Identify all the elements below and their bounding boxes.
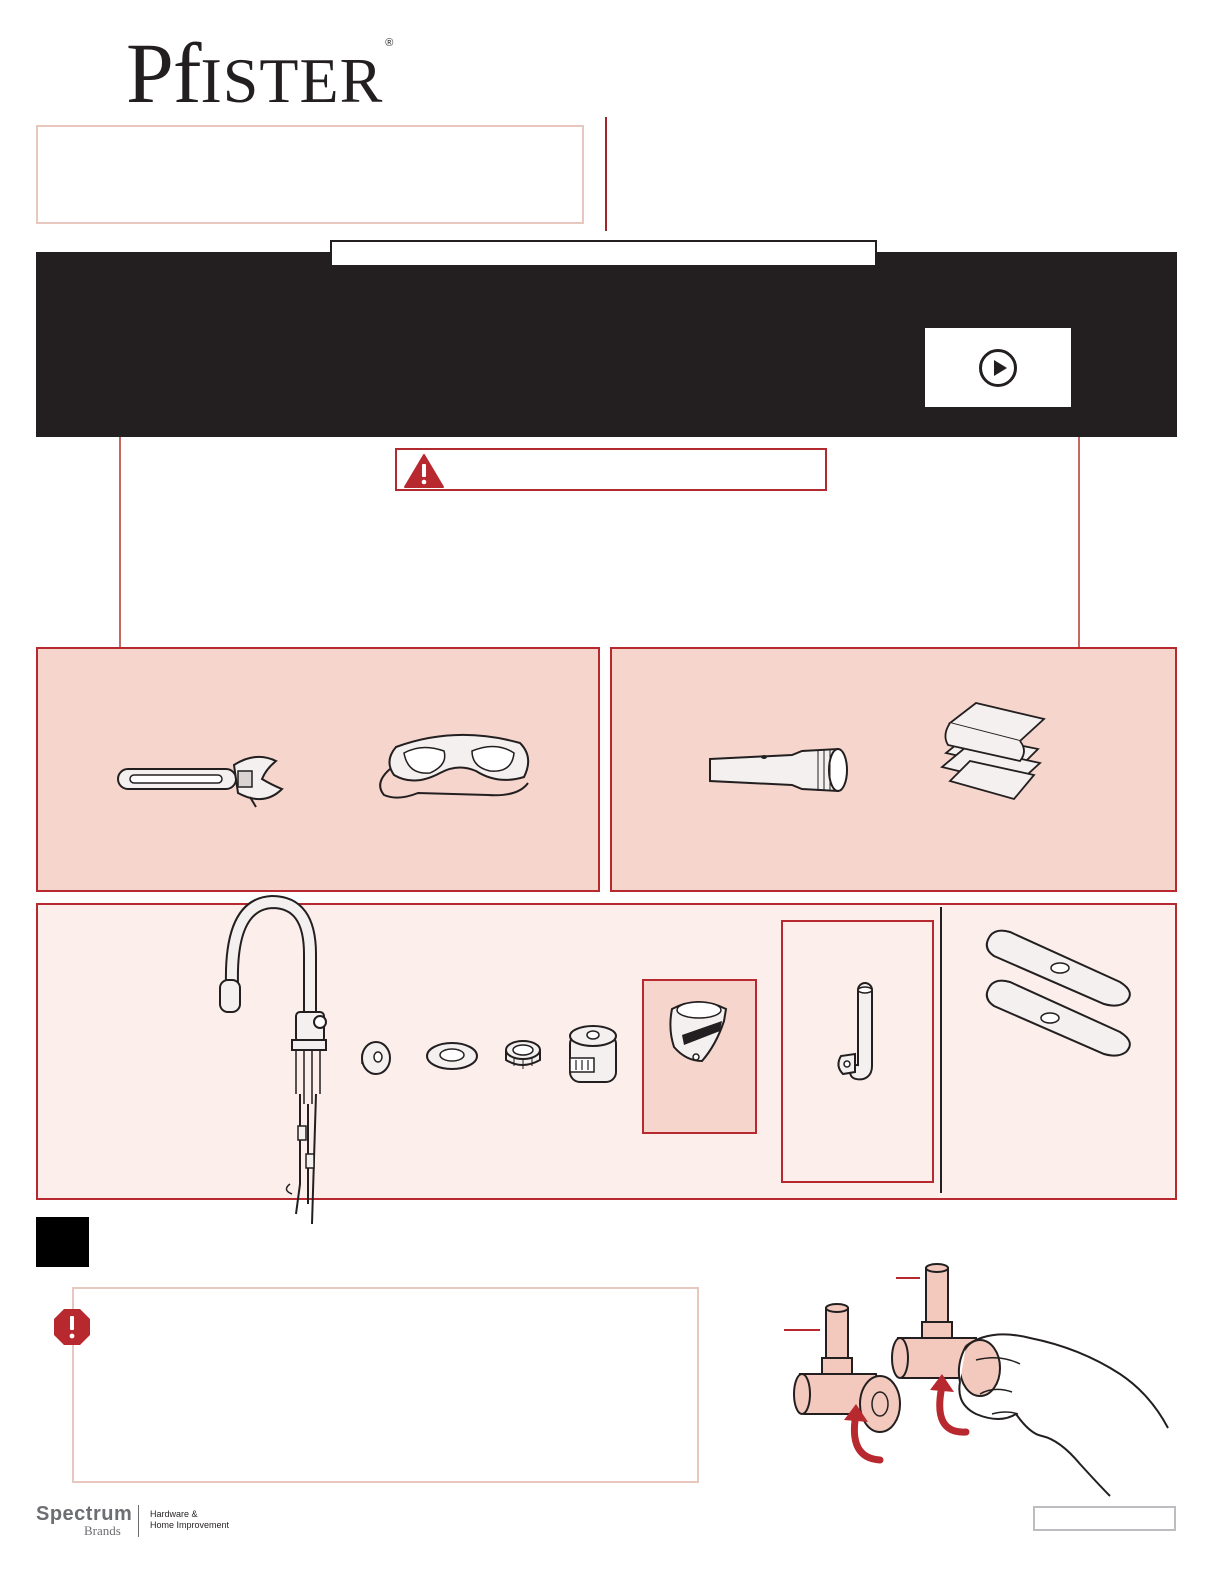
- spectrum-brands-logo: [36, 1503, 230, 1538]
- step-instruction-box: [72, 1287, 699, 1483]
- notice-octagon-icon: [52, 1307, 92, 1347]
- flashlight-icon: [706, 747, 852, 795]
- division-line-1: Hardware &: [150, 1509, 198, 1519]
- logo-rest: ISTER: [200, 45, 384, 116]
- tools-panel-right: [610, 647, 1177, 892]
- spacer-icon: [356, 1038, 392, 1078]
- connector-line-right: [1078, 437, 1080, 647]
- warning-triangle-icon: [403, 453, 445, 489]
- warning-box: [395, 448, 827, 491]
- connector-line-left: [119, 437, 121, 647]
- supply-tube-icon: [831, 986, 887, 1082]
- weight-icon: [566, 1022, 622, 1088]
- shutoff-valves-illustration: [780, 1264, 1180, 1504]
- division-text: [150, 1509, 260, 1531]
- spectrum-main-text: Spectrum: [36, 1503, 133, 1525]
- pfister-logo: [126, 25, 393, 121]
- parts-divider: [940, 907, 942, 1193]
- step-number-badge: [36, 1217, 89, 1267]
- header-divider: [605, 117, 607, 231]
- installation-tool-icon: [666, 991, 732, 1071]
- logo-first: Pf: [126, 25, 201, 121]
- safety-goggles-icon: [378, 727, 534, 803]
- video-button[interactable]: [925, 328, 1071, 407]
- intro-band-tab: [330, 240, 877, 267]
- faucet-icon: [212, 894, 342, 1224]
- play-triangle: [994, 360, 1007, 376]
- spectrum-sub-text: Brands: [84, 1523, 121, 1538]
- deck-plate-icon: [980, 926, 1136, 1070]
- play-icon: [979, 349, 1017, 387]
- model-info-box: [36, 125, 584, 224]
- footer-code-box: [1033, 1506, 1176, 1531]
- towels-icon: [936, 701, 1048, 801]
- footer-separator: [138, 1505, 139, 1537]
- mounting-nut-icon: [502, 1038, 544, 1072]
- washer-icon: [424, 1040, 480, 1072]
- special-tool-box: [642, 979, 757, 1134]
- registered-mark: ®: [385, 37, 393, 49]
- supply-tube-box: [781, 920, 934, 1183]
- tools-panel-left: [36, 647, 600, 892]
- division-line-2: Home Improvement: [150, 1520, 230, 1530]
- adjustable-wrench-icon: [116, 749, 286, 811]
